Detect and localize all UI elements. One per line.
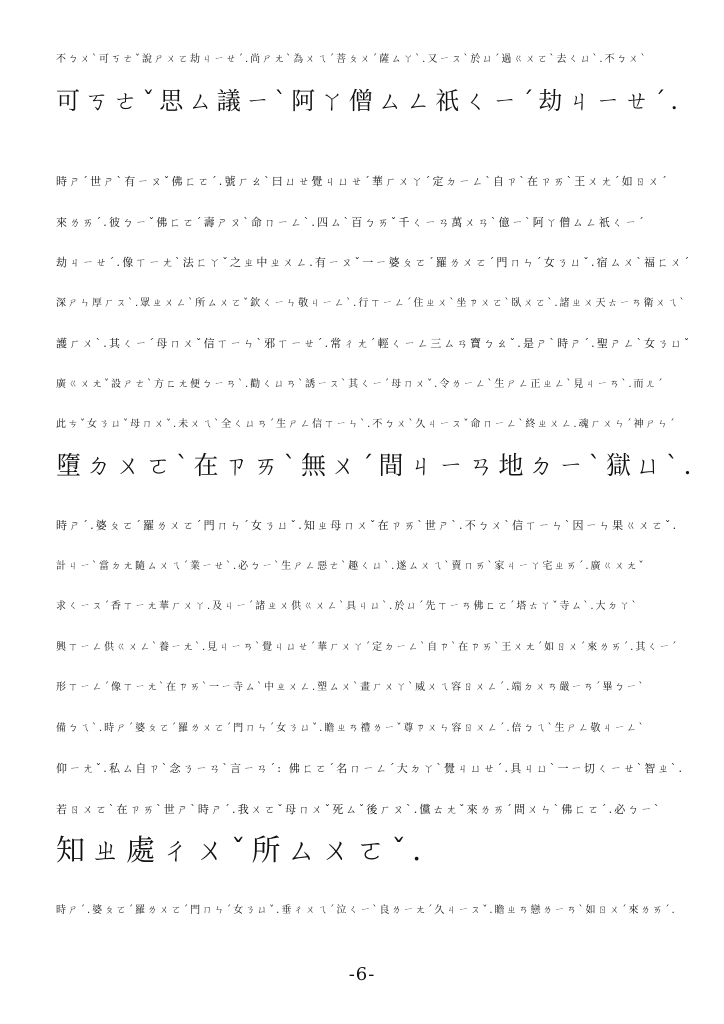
- paragraph-4: [56, 891, 696, 932]
- text-line: 仰ㄧㄤˇ.私ㄙ自ㄗˋ念ㄋㄧㄢˋ言ㄧㄢˊ: 佛ㄈㄛˊ名ㄇㄧㄥˊ大ㄉㄚˋ覺ㄐㄩㄝˊ.具ㄐㄩˋ一ㄧ切ㄑㄧㄝˋ智ㄓˋ.: [56, 762, 685, 775]
- text-line: 墮ㄉㄨㄛˋ在ㄗㄞˋ無ㄨˊ間ㄐㄧㄢ地ㄉㄧˋ獄ㄩˋ.: [56, 450, 697, 480]
- text-line: 興ㄒㄧㄥ供ㄍㄨㄥˋ養ㄧㄤˋ.見ㄐㄧㄢˋ覺ㄐㄩㄝˊ華ㄏㄨㄚˊ定ㄉㄧㄥˋ自ㄗˋ在ㄗㄞˋ王ㄨㄤˊ如ㄖㄨˊ來ㄌㄞˊ.其ㄑㄧˊ: [56, 641, 679, 653]
- text-line: 知ㄓ處ㄔㄨˇ所ㄙㄨㄛˇ.: [56, 833, 428, 867]
- text-line: 廣ㄍㄨㄤˇ設ㄕㄜˋ方ㄈㄤ便ㄅㄧㄢˋ.勸ㄑㄩㄢˋ誘ㄧㄡˋ其ㄑㄧˊ母ㄇㄨˇ.令ㄌㄧㄥˋ生ㄕㄥ正ㄓㄥˋ見ㄐㄧㄢˋ.而ㄦˊ: [56, 378, 665, 390]
- text-line: 備ㄅㄟˋ.時ㄕˊ婆ㄆㄛˊ羅ㄌㄨㄛˊ門ㄇㄣˊ女ㄋㄩˇ.瞻ㄓㄢ禮ㄌㄧˇ尊ㄗㄨㄣ容ㄖㄨㄥˊ.倍ㄅㄟˋ生ㄕㄥ敬ㄐㄧㄥˋ: [56, 722, 646, 734]
- text-line: 時ㄕˊ世ㄕˋ有ㄧㄡˇ佛ㄈㄛˊ.號ㄏㄠˋ曰ㄩㄝ覺ㄐㄩㄝˊ華ㄏㄨㄚˊ定ㄉㄧㄥˋ自ㄗˋ在ㄗㄞˋ王ㄨㄤˊ如ㄖㄨˊ: [56, 175, 669, 188]
- paragraph-3: [56, 506, 696, 871]
- text-line: 時ㄕˊ.婆ㄆㄛˊ羅ㄌㄨㄛˊ門ㄇㄣˊ女ㄋㄩˇ.垂ㄔㄨㄟˊ泣ㄑㄧˋ良ㄌㄧㄤˊ久ㄐㄧㄡˇ.瞻ㄓㄢ戀ㄌㄧㄢˋ如ㄖㄨˊ來ㄌㄞˊ.: [56, 905, 677, 916]
- text-line: 可ㄎㄜˇ思ㄙ議ㄧˋ阿ㄚ僧ㄙㄥ祇ㄑㄧˊ劫ㄐㄧㄝˊ.: [56, 86, 683, 115]
- text-line: 不ㄅㄨˋ可ㄎㄜˇ說ㄕㄨㄛ劫ㄐㄧㄝˊ.尚ㄕㄤˋ為ㄨㄟˊ菩ㄆㄨˊ薩ㄙㄚˋ.又ㄧㄡˋ於ㄩˊ過ㄍㄨㄛˋ去ㄑㄩˋ.不ㄅㄨˋ: [56, 54, 648, 65]
- text-line: 來ㄌㄞˊ.彼ㄅㄧˇ佛ㄈㄛˊ壽ㄕㄡˋ命ㄇㄧㄥˋ.四ㄙˋ百ㄅㄞˇ千ㄑㄧㄢ萬ㄨㄢˋ億ㄧˋ阿ㄚ僧ㄙㄥ祇ㄑㄧˊ: [56, 215, 646, 229]
- text-line: 此ㄘˇ女ㄋㄩˇ母ㄇㄨˇ.未ㄨㄟˋ全ㄑㄩㄢˊ生ㄕㄥ信ㄒㄧㄣˋ.不ㄅㄨˋ久ㄐㄧㄡˇ命ㄇㄧㄥˋ終ㄓㄨㄥ.魂ㄏㄨㄣˊ神ㄕㄣˊ: [56, 419, 677, 430]
- text-line: 深ㄕㄣ厚ㄏㄡˋ.眾ㄓㄨㄥˋ所ㄙㄨㄛˇ欽ㄑㄧㄣ敬ㄐㄧㄥˋ.行ㄒㄧㄥˊ住ㄓㄨˋ坐ㄗㄨㄛˋ臥ㄨㄛˋ.諸ㄓㄨ天ㄊㄧㄢ衛ㄨㄟˋ: [56, 297, 687, 309]
- paragraph-2: [56, 162, 696, 486]
- text-line: 護ㄏㄨˋ.其ㄑㄧˊ母ㄇㄨˇ信ㄒㄧㄣˋ邪ㄒㄧㄝˊ.常ㄔㄤˊ輕ㄑㄧㄥ三ㄙㄢ寶ㄅㄠˇ.是ㄕˋ時ㄕˊ.聖ㄕㄥˋ女ㄋㄩˇ: [56, 337, 692, 350]
- text-line: 若ㄖㄨㄛˋ在ㄗㄞˋ世ㄕˋ時ㄕˊ.我ㄨㄛˇ母ㄇㄨˇ死ㄙˇ後ㄏㄡˋ.儻ㄊㄤˇ來ㄌㄞˊ問ㄨㄣˋ佛ㄈㄛˊ.必ㄅㄧˋ: [56, 802, 662, 816]
- text-line: 求ㄑㄧㄡˊ香ㄒㄧㄤ華ㄏㄨㄚ.及ㄐㄧˊ諸ㄓㄨ供ㄍㄨㄥˋ具ㄐㄩˋ.於ㄩˊ先ㄒㄧㄢ佛ㄈㄛˊ塔ㄊㄚˇ寺ㄙˋ.大ㄉㄚˋ: [56, 601, 639, 612]
- text-line: 計ㄐㄧˋ當ㄉㄤ隨ㄙㄨㄟˊ業ㄧㄝˋ.必ㄅㄧˋ生ㄕㄥ惡ㄜˋ趣ㄑㄩˋ.遂ㄙㄨㄟˋ賣ㄇㄞˋ家ㄐㄧㄚ宅ㄓㄞˊ.廣ㄍㄨㄤˇ: [56, 560, 646, 572]
- text-line: 時ㄕˊ.婆ㄆㄛˊ羅ㄌㄨㄛˊ門ㄇㄣˊ女ㄋㄩˇ.知ㄓ母ㄇㄨˇ在ㄗㄞˋ世ㄕˋ.不ㄅㄨˋ信ㄒㄧㄣˋ因ㄧㄣ果ㄍㄨㄛˇ.: [56, 519, 679, 532]
- paragraph-1: [56, 40, 696, 121]
- page-number: -6-: [348, 964, 376, 985]
- text-line: 劫ㄐㄧㄝˊ.像ㄒㄧㄤˋ法ㄈㄚˇ之ㄓ中ㄓㄨㄥ.有ㄧㄡˇ一ㄧ婆ㄆㄛˊ羅ㄌㄨㄛˊ門ㄇㄣˊ女ㄋㄩˇ.宿ㄙㄨˋ福ㄈㄨˊ: [56, 256, 692, 269]
- text-line: 形ㄒㄧㄥˊ像ㄒㄧㄤˋ在ㄗㄞˋ一ㄧ寺ㄙˋ中ㄓㄨㄥ.塑ㄙㄨˋ畫ㄏㄨㄚˋ威ㄨㄟ容ㄖㄨㄥˊ.端ㄉㄨㄢ嚴ㄧㄢˊ畢ㄅㄧˋ: [56, 682, 646, 693]
